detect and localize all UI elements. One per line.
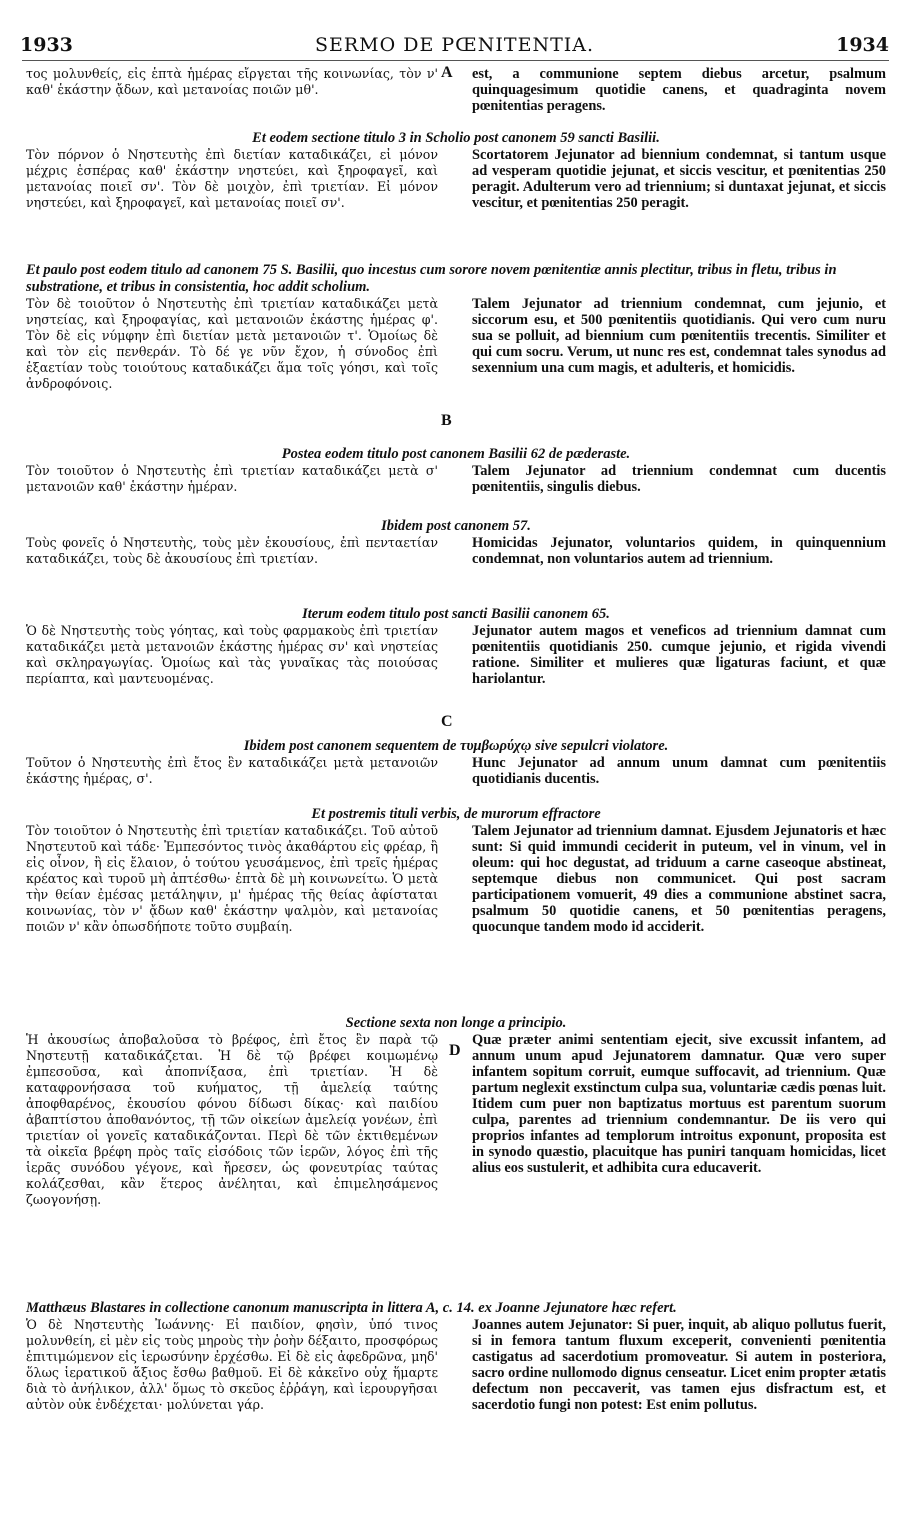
greek-text: Τὸν δὲ τοιοῦτον ὁ Νηστευτὴς ἐπὶ τριετίαν καταδικάζει μετὰ νηστείας, καὶ ξηροφαγίας, καὶ μετανοιῶν ἑκάστης ἡμέρας φ'. Τὸν δὲ εἰς νύμφην ἐπὶ διετίαν μετὰ μετανοιῶν τ'. Ὁμοίως δὲ καὶ τὸν εἰς πενθεράν. Τὸ δέ γε νῦν ἔχον, ἡ σύνοδος ἐπὶ ἑξαετίαν τοὺς τοιούτους καταδικάζει ἅμα τοῖς γόησι, καὶ τοῖς ἀνδροφόνοις. [26,296,438,391]
section-7 [26,738,886,787]
parallel-text [26,755,886,787]
parallel-text [26,296,886,392]
page-number-left: 1933 [20,34,73,56]
section-heading: Sectione sexta non longe a principio. [345,1015,567,1031]
latin-text: Homicidas Jejunator, voluntarios quidem, in quinquennium condemnat, non voluntarios autem ad triennium. [472,535,886,567]
latin-text: Scortatorem Jejunator ad biennium condemnat, si tantum usque ad vesperam quotidie jejunat, et siccis vescitur, et pœnitentias 250 peragit. Adulterum vero ad triennium; si duntaxat jejunat, et siccis vescitur, et pœnitentias 250 peragit. [472,147,886,211]
parallel-text [26,147,886,211]
header-rule [22,60,889,61]
margin-letter-d: D [449,1042,461,1059]
section-6 [26,606,886,687]
latin-text: Joannes autem Jejunator: Si puer, inquit, ab aliquo pollutus fuerit, si in femora tantum fluxum exceperit, convenienti pœnitentia castigatus ad sacerdotium promoveatur. Si autem in posteriora, sacro ordine nullomodo dignus censeatur. Licet enim propter ætatis defectum non peccaverit, vas tamen ejus disfractum est, et sacerdotio fungi non potest: Est enim pollutus. [472,1317,887,1413]
section-heading: Postea eodem titulo post canonem Basilii 62 de pæderaste. [281,446,631,462]
section-4 [26,446,886,495]
parallel-text [26,66,886,114]
parallel-text [26,623,886,687]
parallel-text [26,1317,886,1413]
section-heading: Et postremis tituli verbis, de murorum effractore [311,806,601,822]
greek-text: Τοῦτον ὁ Νηστευτὴς ἐπὶ ἔτος ἓν καταδικάζει μετὰ μετανοιῶν ἑκάστης ἡμέρας, σ'. [26,755,438,786]
section-heading: Ibidem post canonem 57. [381,518,531,534]
greek-text: Τὸν τοιοῦτον ὁ Νηστευτὴς ἐπὶ τριετίαν καταδικάζει μετὰ σ' μετανοιῶν καθ' ἑκάστην ἡμέραν. [26,463,438,494]
greek-text: Τὸν πόρνον ὁ Νηστευτὴς ἐπὶ διετίαν καταδικάζει, εἰ μόνον μέχρις ἑσπέρας καθ' ἑκάστην νηστεύει, καὶ ξηροφαγεῖ, καὶ μετανοίας ποιεῖ σν'. Τὸν δὲ μοιχὸν, ἐπὶ τριετίαν. Εἰ μόνον νηστεύει, καὶ ξηροφαγεῖ, καὶ μετανοίας ποιεῖ σν'. [26,147,438,210]
section-heading: Ibidem post canonem sequentem de τυμβωρύχῳ sive sepulcri violatore. [243,738,669,754]
latin-text: Hunc Jejunator ad annum unum damnat cum pœnitentiis quotidianis ducentis. [472,755,886,787]
section-2 [26,130,886,211]
greek-text: Τοὺς φονεῖς ὁ Νηστευτὴς, τοὺς μὲν ἑκουσίους, ἐπὶ πενταετίαν καταδικάζει, τοὺς δὲ ἀκουσίους ἐπὶ τριετίαν. [26,535,438,566]
latin-text: Talem Jejunator ad triennium condemnat cum ducentis pœnitentiis, singulis diebus. [472,463,886,495]
greek-text: Ἡ ἀκουσίως ἀποβαλοῦσα τὸ βρέφος, ἐπὶ ἔτος ἓν παρὰ τῷ Νηστευτῇ καταδικάζεται. Ἡ δὲ τῷ βρέφει κοιμωμένῳ ἐμπεσοῦσα, καὶ ἀποπνίξασα, ἐπὶ τριετίαν. Ἡ δὲ καταφρονήσασα τοῦ κυήματος, τῇ ἀμελείᾳ ταύτης ἀποφθαρένος, ἑκουσίου φόνου δίδωσι δίκας· καὶ παιδίου ἀβαπτίστου ἀποθανόντος, τῇ τῶν οἰκείων ἀμελείᾳ γονέων, ἐπὶ τριετίαν οἱ γονεῖς καταδικάζονται. Περὶ δὲ τῶν ἐκτιθεμένων τὰ οἰκεῖα βρέφη πρὸς ταῖς εἰσόδοις τῶν ἱερῶν, λόγος ἐπὶ τῆς ἱερᾶς συνόδου γέγονε, καὶ ἤρεσεν, ὡς φονευτρίας ταύτας κολάζεσθαι, κἂν ἕτερος ἀνέληται, καὶ ἐπιμελησάμενος ζωογονήσῃ. [26,1032,438,1207]
section-5 [26,518,886,567]
greek-text: Ὁ δὲ Νηστευτὴς τοὺς γόητας, καὶ τοὺς φαρμακοὺς ἐπὶ τριετίαν καταδικάζει μετὰ μετανοιῶν ἑκάστης ἡμέρας σν' καὶ νηστείας καὶ σκληραγωγίας. Ὁμοίως καὶ τὰς γυναῖκας τὰς ποιούσας περίαπτα, καὶ μαντευομένας. [26,623,438,686]
latin-text: est, a communione septem diebus arcetur, psalmum quinquagesimum quotidie canens, et quadraginta novem pœnitentias peragens. [472,66,886,114]
margin-letter-b: B [441,412,452,429]
parallel-text [26,535,886,567]
section-9 [26,1015,886,1208]
latin-text: Quæ præter animi sententiam ejecit, sive excussit infantem, ad annum unum apud Jejunatorem damnatur. Quæ vero super infantem sopitum corruit, eumque suffocavit, ad triennium. Quæ partum neglexit exstinctum culpa sua, voluntariæ cædis pœnas luit. Itidem cum puer non baptizatus mortuus est parentum suorum culpa, parentes ad triennium condemnantur. De iis vero qui proprios infantes ad templorum introitus exponunt, proposita est in synodo quæstio, placuitque has puniri tanquam homicidas, licet alius eos sustulerit, et adhibita cura educaverit. [472,1032,886,1176]
section-heading: Et eodem sectione titulo 3 in Scholio post canonem 59 sancti Basilii. [252,130,660,146]
parallel-text [26,1032,886,1208]
margin-letter-c: C [441,713,453,730]
latin-text: Talem Jejunator ad triennium damnat. Ejusdem Jejunatoris et hæc sunt: Si quid immundi ceciderit in puteum, vel in vinum, vel in oleum: qui hoc degustat, ad triduum a carne caseoque abstineat, septemque diebus non communicet. Qui post sacram participationem vomuerit, 49 dies a communione abstinet sacra, psalmum 50 quotidie canens, et 50 pœnitentias peragens, quocunque tandem modo id acciderit. [472,823,886,935]
section-1 [26,66,886,114]
greek-text: τος μολυνθείς, εἰς ἑπτὰ ἡμέρας εἴργεται τῆς κοινωνίας, τὸν ν' καθ' ἑκάστην ᾄδων, καὶ μετανοίας ποιῶν μθ'. [26,66,438,97]
parallel-text [26,823,886,935]
page-number-right: 1934 [836,34,889,56]
greek-text: Ὁ δὲ Νηστευτὴς Ἰωάννης· Εἰ παιδίον, φησὶν, ὑπό τινος μολυνθείη, εἰ μὲν εἰς τοὺς μηροὺς τὴν ῥοὴν δέξαιτο, προσφόρως ἐπιτιμώμενον εἰς ἱερωσύνην ἐρχέσθω. Εἰ δὲ εἰς ἀφεδρῶνα, μηδ' ὅλως ἱερατικοῦ ἄξιος ἔσθω βαθμοῦ. Εἰ δὲ κἀκεῖνο οὐχ ἥμαρτε διὰ τὸ ἀνήλικον, ἀλλ' ὅμως τὸ σκεῦος ἐῤῥάγη, καὶ ἱερουργῆσαι αὐτὸν οὐκ ἐνδέχεται· μολύνεται γάρ. [26,1317,438,1412]
latin-text: Talem Jejunator ad triennium condemnat, cum jejunio, et siccorum esu, et 500 pœnitentiis quotidianis. Qui vero cum nuru sua se polluit, ad biennium cum pœnitentiis trecentis. Similiter et qui cum socru. Verum, ut nunc res est, condemnat tales synodus ad sexennium una cum magis, et adulteris, et homicidis. [472,296,886,376]
section-8 [26,806,886,935]
greek-text: Τὸν τοιοῦτον ὁ Νηστευτὴς ἐπὶ τριετίαν καταδικάζει. Τοῦ αὐτοῦ Νηστευτοῦ καὶ τάδε· Ἐμπεσόντος τινὸς ἀκαθάρτου εἰς φρέαρ, ἢ εἰς οἶνον, ἢ εἰς ἔλαιον, ὁ τούτου γευσάμενος, ἐπὶ τρεῖς ἡμέρας κρέατος καὶ τυροῦ μὴ ἀπτέσθω· ἑπτὰ δὲ μὴ κοινωνείτω. Ὁ μετὰ τὴν θείαν ἐμέσας μετάληψιν, μ' ἡμέρας τῆς θείας ἀφίσταται κοινωνίας, τὸν ν' ᾄδων καθ' ἑκάστην ψαλμὸν, καὶ μετανοίας ποιῶν ν' κἂν ὁπωσδήποτε τοῦτο συμβαίη. [26,823,438,934]
running-header [20,34,889,58]
margin-letter-a: A [441,64,453,81]
section-heading: Matthæus Blastares in collectione canonum manuscripta in littera A, c. 14. ex Joanne Jejunatore hæc refert. [26,1300,677,1316]
section-10 [26,1300,886,1413]
section-heading: Iterum eodem titulo post sancti Basilii canonem 65. [302,606,610,622]
section-3 [26,262,886,392]
latin-text: Jejunator autem magos et veneficos ad triennium damnat cum pœnitentiis quotidianis 250. cumque jejunio, et rigida vivendi ratione. Similiter et mulieres quæ ligaturas faciunt, et quæ hariolantur. [472,623,886,687]
section-heading: Et paulo post eodem titulo ad canonem 75 S. Basilii, quo incestus cum sorore novem pœnitentiæ annis plectitur, tribus in fletu, tribus in substratione, et tribus in consistentia, hoc addit scholium. [26,262,837,295]
parallel-text [26,463,886,495]
running-title: SERMO DE PŒNITENTIA. [314,34,595,56]
